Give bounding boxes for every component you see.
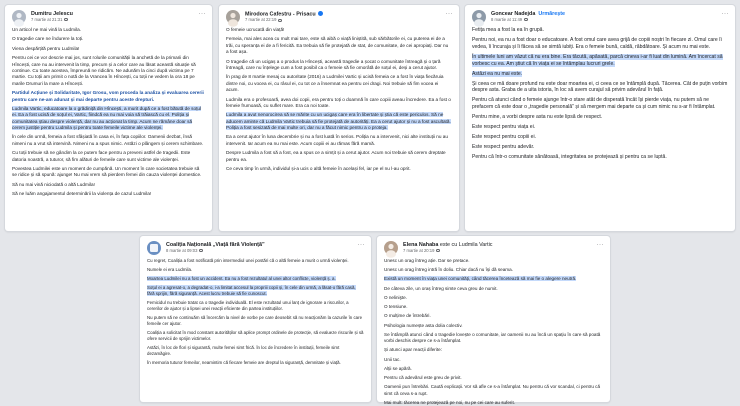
post-paragraph	[384, 323, 603, 329]
post-paragraph	[12, 191, 205, 197]
paragraph-text: O tragedie că un ucigaș a o produs la Hîncești, această tragedie a șocat o comunitate întreagă și o țară întreagă, care nu înțelege cum a fost posibil ca o femeie să fie omorâtă de soțul ei, deși a cerut ajutor.	[226, 58, 441, 70]
paragraph-text: Este respect pentru adevăr.	[472, 143, 535, 150]
post-paragraph	[12, 166, 205, 179]
post-paragraph	[384, 313, 603, 319]
avatar[interactable]	[226, 10, 240, 24]
post-text	[147, 258, 364, 366]
post-paragraph	[384, 400, 603, 406]
paragraph-text: O tragedie care ne îndurere la toți.	[12, 36, 84, 42]
post-paragraph	[226, 134, 452, 147]
post-paragraph	[226, 59, 452, 72]
paragraph-text: O tensiune.	[384, 304, 408, 310]
post-paragraph	[147, 276, 364, 282]
post-card-elena	[377, 236, 610, 405]
post-paragraph	[384, 384, 603, 396]
post-paragraph	[472, 37, 728, 51]
paragraph-text: Unesc un orag întreg ație. Dar se pretace.	[384, 258, 470, 263]
paragraph-text: Coaliția a solicitat în mod constant autorităților să aplice prompt ordinele de protecție, să evalueze riscurile și să ofere servicii de sprijin victimelor.	[147, 329, 364, 341]
paragraph-text: Unii tac.	[384, 356, 401, 362]
post-card-dumitru	[5, 5, 212, 231]
author-name[interactable]: Goncear Nadejda	[491, 10, 536, 17]
paragraph-text: Numele ei era Ludmila.	[147, 266, 193, 272]
post-paragraph	[226, 27, 452, 33]
post-text	[384, 258, 603, 406]
post-paragraph	[384, 347, 603, 353]
post-paragraph	[472, 97, 728, 111]
paragraph-text: Este respect pentru viața ei.	[472, 124, 536, 131]
author-name[interactable]: Elena Nahaba	[403, 241, 439, 248]
highlighted-text: Astăzi ea nu mai este.	[472, 70, 523, 77]
post-paragraph	[12, 46, 205, 52]
paragraph-text: Să ne luăm angajamentul determinării la violența de cazul Ludmila!	[12, 191, 152, 197]
paragraph-text: Nu putem să ne continuăm să încercăm la nivel de vorbe pe care deosebit să nu reacționăm la cazurile în care femeile cer ajutor.	[147, 314, 363, 326]
paragraph-text: Și ceea ce mă doare profund nu este doar moartea ei, ci ceea ce se întâmplă după. Tăcerea. Cât de puțin vorbim despre asta. Graba de a uita istoria, în loc să avem curajul să privim adevărul în față.	[472, 80, 728, 94]
paragraph-text: În memoria tuturor femeilor, neamintim că fiecare femeie are dreptul la siguranță, demnitate și viață.	[147, 359, 341, 365]
paragraph-text: Povestea Ludmilei este un moment de cumpănă. Un moment în care societatea trebuie să se ridice și să spună: ajunge! Nu mai vrem să pierdem femei din cauza violenței domestice.	[12, 166, 202, 178]
post-paragraph	[384, 366, 603, 372]
paragraph-text: Ea a cerut ajutor în luna decembrie și nu a fost luată în serios. Poliția nu a intervenit, nici alte instituții nu au intervenit. Iar acum ea nu mai este. Acum copiii ei au rămas fără mamă.	[226, 134, 448, 146]
post-paragraph	[472, 114, 728, 121]
verified-badge-icon	[318, 11, 323, 16]
post-paragraph	[226, 150, 452, 163]
post-paragraph	[147, 360, 364, 366]
more-options-icon[interactable]: ···	[721, 11, 729, 17]
post-paragraph	[472, 27, 728, 34]
paragraph-text: Fetița mea a fost la ea în grupă.	[472, 27, 544, 33]
more-options-icon[interactable]: ···	[445, 11, 453, 17]
post-paragraph	[12, 150, 205, 163]
paragraph-text: Oamenii pun întrebări. Caută explicații. Vor să afle ce s-a întâmplat. Nu pentru că vor scandal, ci pentru că simt că ceva s-a rupt.	[384, 384, 601, 396]
paragraph-text: Ce ceva timp în urmă, individul și-a ucis o altă femeie în același fel, iar pe el nu l-au oprit.	[226, 166, 411, 172]
post-paragraph	[472, 81, 728, 95]
paragraph-text: În cele din urmă, femeia a fost sfâșiată în casa ei, în fața copiilor. Oamenii dezbat, însă nimeni nu a vrut să intervină. Nimeni nu a spus nimic. Astăzi o plângem și cerem schimbare.	[12, 134, 204, 146]
post-paragraph	[384, 375, 603, 381]
paragraph-text: Pentru noi, ea nu a fost doar o educatoare. A fost omul care avea grijă de copiii noștri în fiecare zi. Omul care îi vedea, îi încuraja și îi făcea să se simtă iubiți. Era o femeie bună, caldă, răbdătoare. Și acum nu mai este.	[472, 36, 722, 50]
post-paragraph	[384, 332, 603, 344]
post-paragraph	[147, 258, 364, 264]
paragraph-text: Se întâmplă atunci când o tragedie lovește o comunitate, iar oamenii nu au încă un spațiu în care să poată vorbi deschis despre ce s-a întâmplat.	[384, 331, 601, 344]
post-paragraph	[384, 295, 603, 301]
post-card-mirodora	[219, 5, 459, 231]
paragraph-text: Mai mult: tăcerea ne protejează pe noi, nu pe cei care au suferit.	[384, 399, 515, 405]
more-options-icon[interactable]: ···	[596, 242, 604, 248]
paragraph-text: Cu regret, Coaliția a fost notificată prin intermediul unei postări că o altă femeie a murit o urmă violenței.	[147, 258, 349, 263]
post-date[interactable]: 8 martie at 09:03	[166, 247, 198, 253]
paragraph-text: O femeie ucrucată din viață!	[226, 27, 285, 32]
post-date[interactable]: 8 martie at 11:49	[491, 16, 523, 22]
post-paragraph	[12, 27, 205, 33]
post-paragraph	[12, 134, 205, 147]
paragraph-text: Ludmila era o profesoară, avea doi copii, era pentru toți o doamnă în care copiii aveau încredere. Ea a fost o femeie frumoasă, cu suflet mare. Era ca noi toate.	[226, 96, 451, 108]
paragraph-text: Astăzi, în loc de flori și sigurantă, multe femei simt frică. În loc de încredere în instituții, femeile simt dezamăgire.	[147, 344, 340, 356]
post-paragraph	[472, 54, 728, 68]
paragraph-text: Este respect pentru copiii ei.	[472, 134, 536, 141]
post-card-coalitia	[140, 236, 371, 402]
post-paragraph	[12, 55, 205, 87]
post-paragraph	[472, 144, 728, 151]
post-paragraph	[12, 36, 205, 42]
highlighted-text: În ultimele luni am văzut că nu era bine. Era tăcută, apăsată, parcă cineva i-ar fi luat din lumină. Am încercat să vorbesc cu ea. Am știut că în viața ei se întâmplau lucruri grele.	[472, 53, 723, 67]
post-paragraph	[226, 36, 452, 55]
highlighted-text: Soțul ei a agresat-o, a degradat-o, i-a limitat accesul la propriii copii și, în cele din urmă, a lăsat-o fără casă, fără sprijin, fără siguranță. Acest lucru trebuie să fie cunoscut.	[147, 284, 356, 296]
paragraph-text: Femicidul nu trebuie tratat ca o tragedie individuală. El este rezultatul unui lanț de ignorare a riscurilor, a cererilor de ajutor și a lipsei unei reacții eficiente din partea instituțiilor.	[147, 299, 349, 311]
avatar[interactable]	[147, 241, 161, 255]
paragraph-text: Să nu mai vină niciodată o altă Ludmila!	[12, 181, 95, 187]
post-paragraph	[472, 124, 728, 131]
post-date[interactable]: 7 martie at 22:19	[245, 17, 277, 23]
highlighted-text: Ludmila a avut nenorocirea să se mărite cu un ucigaș care era în libertate și știa că este periculos. Să ne aducem aminte că Ludmila Vartic trebuia să fie protejată de autorități. Ea a cerut ajutor și nu a fost ascultată. Poliția a fost sesizată de mai multe ori, dar nu a făcut nimic pentru a o proteja.	[226, 112, 451, 131]
post-paragraph	[147, 345, 364, 357]
post-paragraph	[226, 74, 452, 93]
paragraph-text: Pentru că adevărul este greu de privit.	[384, 375, 462, 381]
paragraph-text: Și atunci apar reacții diferite:	[384, 347, 442, 353]
globe-icon	[199, 249, 203, 253]
post-card-goncear	[465, 5, 735, 231]
avatar[interactable]	[472, 10, 486, 24]
highlighted-text: Moartea Ludmilei nu a fost un accident. Ea nu a fost rezultatul al unei altor conflicte, violență ș. a.	[147, 275, 336, 281]
post-paragraph	[12, 106, 205, 132]
follow-button[interactable]: Urmărește	[538, 10, 566, 17]
post-paragraph	[12, 90, 205, 103]
post-paragraph	[147, 330, 364, 342]
paragraph-text: Partidul Acțiune și Solidaritate, Igor Grosu, vom proceda la analiza și evaluarea cererii pentru care ne-am adunat și mai departe pentru aceste drepturi.	[12, 90, 204, 102]
paragraph-text: Psihologia numește asta dolia colectiv.	[384, 322, 463, 328]
paragraph-text: Alții se apără.	[384, 365, 412, 371]
paragraph-text: Pentru mine, a vorbi despre asta nu este lipsă de respect.	[472, 114, 603, 121]
paragraph-text: Un articol ne mai vină la Ludmila.	[12, 27, 82, 32]
post-date[interactable]: 7 martie at 20:19	[403, 247, 435, 253]
author-name[interactable]: Coaliția Națională „Viață fără Violență”	[166, 241, 265, 248]
post-paragraph	[472, 134, 728, 141]
globe-icon	[64, 18, 68, 22]
globe-icon	[436, 249, 440, 253]
post-date[interactable]: 7 martie at 21:31	[31, 16, 63, 22]
more-options-icon[interactable]: ···	[198, 11, 206, 17]
post-paragraph	[226, 97, 452, 110]
tagged-with[interactable]: este cu Ludmila Vartic	[439, 241, 493, 248]
post-paragraph	[384, 276, 603, 282]
paragraph-text: Femeia, mai ales acea cu mult mai tare, este să aibă o viață liniștită, sub sărbătorile ei, cu puterea ei de a trăi, cu speranța ei de a fi fericită. Ea trebuia să fie protejată de stat, de comunitate, de cei apropiați. Dar nu a fost așa.	[226, 36, 449, 55]
post-paragraph	[147, 315, 364, 327]
post-paragraph	[472, 154, 728, 161]
paragraph-text: O mulțime de întrebări.	[384, 313, 431, 319]
post-paragraph	[472, 71, 728, 78]
avatar[interactable]	[12, 10, 26, 24]
post-paragraph	[384, 267, 603, 273]
post-paragraph	[147, 267, 364, 273]
globe-icon	[524, 18, 528, 22]
globe-icon	[278, 19, 282, 23]
author-name[interactable]: Mirodora Cafestru - Prisacu	[245, 11, 316, 18]
post-paragraph	[384, 286, 603, 292]
post-paragraph	[226, 166, 452, 172]
highlighted-text: Ludmila Vartic, educatoare la o grădiniță din Hîncești, a murit după ce a fost bătută de soțul ei. Ea a fost ucisă de soțul ei, Vartic, fiindcă ea nu mai voia să trăiască cu el. Poliția și comunitatea știau despre violență, dar nu au acționat la timp. Acum ne rămâne doar să cerem justiție pentru Ludmila și pentru toate femeile victime ale violenței.	[12, 105, 202, 131]
post-text	[472, 27, 728, 161]
avatar[interactable]	[384, 241, 398, 255]
post-paragraph	[384, 258, 603, 264]
post-text	[226, 27, 452, 172]
highlighted-text: Există un moment în viața unei comunități, când tăcerea încetează să mai fie o alegere neutră.	[384, 276, 577, 282]
post-paragraph	[384, 357, 603, 363]
paragraph-text: Pentru că atunci când o femeie ajunge într-o stare atât de disperată încât își pierde viața, nu putem să ne prefacem că este doar o „tragedie personală” și să mergem mai departe ca și cum nimic nu s-ar fi întâmplat.	[472, 97, 716, 111]
post-paragraph	[12, 182, 205, 188]
paragraph-text: Pentru că într-o comunitate sănătoasă, integritatea se protejează și pentru ca se luptă.	[472, 153, 667, 160]
post-paragraph	[147, 300, 364, 312]
post-paragraph	[226, 112, 452, 131]
paragraph-text: Despre Ludmila a fost să a fost, ea a spus ce a simțit și a cerut ajutor. Acum noi trebuie să cerem dreptate pentru ea.	[226, 150, 446, 162]
paragraph-text: Pentru cei ce vor descrie mai jos, sunt rolurile comunității la anchetă de la primarii din Hîncești, care nu au intervenit la timp, precum și a celor care au lăsat această situație să continue. Cu toate acestea, împreună ne ridicăm. Ne adunăm la cinci după victima pe 7 martie. Cu toții am primit o notă de la Vrancea în Hîncești, cu toții ne vedem la ora 18 pe marile Drumuri la mare a Hîncești.	[12, 55, 196, 86]
paragraph-text: În prag de 8 martie mesaj cu autoritate (2016) a Ludmilei Vartic și ucisă femeia ce a fost în viața fiecăruia dintre noi, cu vocea ei, cu râsul ei, cu tot ce a însemnat ea pentru cei dragi. Noi trebuie să fim vocea ei acum.	[226, 74, 444, 93]
paragraph-text: Viena despărțită pentru Ludmila!	[12, 45, 80, 51]
paragraph-text: Unesc un orag întreg intră în doliu. Chiar dacă nu își dă seama.	[384, 267, 513, 273]
paragraph-text: Cu toții trebuie să ne gândim la ce putem face pentru a preveni astfel de tragedii. Este datoria noastră, a tuturor, să fim alături de femeile care sunt victime ale violenței.	[12, 150, 191, 162]
more-options-icon[interactable]: ···	[357, 242, 365, 248]
paragraph-text: De câteva zile, un oraș întreg simte ceva greu de numit.	[384, 285, 498, 291]
post-paragraph	[384, 304, 603, 310]
post-paragraph	[147, 285, 364, 297]
paragraph-text: O nelinişte.	[384, 294, 407, 300]
post-text	[12, 27, 205, 198]
author-name[interactable]: Dumitru Jelescu	[31, 10, 73, 17]
